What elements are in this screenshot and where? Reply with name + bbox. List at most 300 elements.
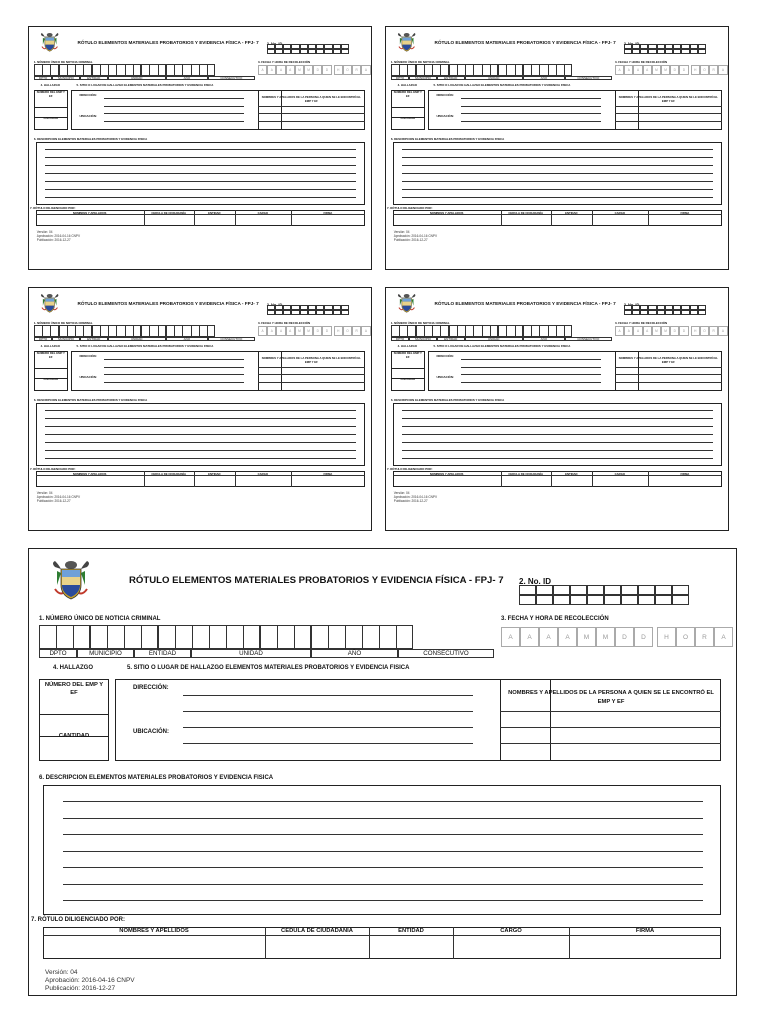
noticia-criminal-boxes[interactable] bbox=[498, 325, 523, 337]
id-input-boxes[interactable] bbox=[267, 44, 349, 54]
date-digit-box[interactable]: A bbox=[615, 326, 624, 336]
date-digit-box[interactable]: M bbox=[304, 65, 313, 75]
digit-box[interactable] bbox=[124, 625, 141, 649]
descripcion-line[interactable] bbox=[45, 189, 356, 190]
digit-box[interactable] bbox=[294, 625, 311, 649]
id-digit-box[interactable] bbox=[638, 585, 655, 595]
date-boxes[interactable] bbox=[501, 627, 653, 647]
digit-box[interactable] bbox=[191, 64, 199, 76]
id-digit-box[interactable] bbox=[308, 49, 316, 54]
descripcion-line[interactable] bbox=[402, 157, 713, 158]
digit-box[interactable] bbox=[556, 64, 564, 76]
persona-line-0[interactable] bbox=[258, 367, 365, 368]
date-digit-box[interactable]: M bbox=[652, 326, 661, 336]
id-digit-box[interactable] bbox=[275, 49, 283, 54]
digit-box[interactable] bbox=[277, 625, 294, 649]
noticia-criminal-boxes[interactable] bbox=[416, 325, 449, 337]
digit-box[interactable] bbox=[192, 625, 209, 649]
date-digit-box[interactable]: A bbox=[624, 326, 633, 336]
persona-line-2[interactable] bbox=[258, 382, 365, 383]
date-digit-box[interactable]: M bbox=[577, 627, 596, 647]
noticia-criminal-boxes[interactable] bbox=[449, 64, 498, 76]
id-digit-box[interactable] bbox=[690, 49, 698, 54]
direccion-field[interactable] bbox=[183, 695, 473, 696]
digit-box[interactable] bbox=[498, 325, 506, 337]
digit-box[interactable] bbox=[457, 325, 465, 337]
digit-box[interactable] bbox=[141, 625, 158, 649]
descripcion-line[interactable] bbox=[45, 450, 356, 451]
digit-box[interactable] bbox=[539, 325, 547, 337]
digit-box[interactable] bbox=[56, 625, 73, 649]
digit-box[interactable] bbox=[345, 625, 362, 649]
digit-box[interactable] bbox=[191, 325, 199, 337]
date-boxes[interactable] bbox=[258, 65, 332, 75]
persona-line-0[interactable] bbox=[500, 711, 721, 712]
id-digit-box[interactable] bbox=[536, 595, 553, 605]
ubicacion-field-2[interactable] bbox=[183, 743, 473, 744]
digit-box[interactable] bbox=[149, 64, 157, 76]
digit-box[interactable] bbox=[108, 325, 116, 337]
date-digit-box[interactable]: D bbox=[322, 326, 331, 336]
descripcion-line[interactable] bbox=[45, 197, 356, 198]
time-boxes[interactable] bbox=[334, 326, 371, 336]
date-digit-box[interactable]: A bbox=[258, 326, 267, 336]
time-digit-box[interactable]: O bbox=[700, 65, 709, 75]
digit-box[interactable] bbox=[182, 325, 190, 337]
digit-box[interactable] bbox=[457, 64, 465, 76]
id-digit-box[interactable] bbox=[570, 585, 587, 595]
id-digit-box[interactable] bbox=[519, 585, 536, 595]
descripcion-line[interactable] bbox=[402, 418, 713, 419]
digit-box[interactable] bbox=[523, 325, 531, 337]
digit-box[interactable] bbox=[174, 325, 182, 337]
direccion-field-2[interactable] bbox=[183, 711, 473, 712]
digit-box[interactable] bbox=[59, 325, 67, 337]
date-digit-box[interactable]: A bbox=[267, 65, 276, 75]
digit-box[interactable] bbox=[399, 64, 407, 76]
date-digit-box[interactable]: A bbox=[276, 65, 285, 75]
id-input-boxes[interactable] bbox=[624, 44, 706, 54]
time-digit-box[interactable]: H bbox=[691, 326, 700, 336]
ubicacion-field-2[interactable] bbox=[461, 121, 602, 122]
date-digit-box[interactable]: D bbox=[615, 627, 634, 647]
id-digit-box[interactable] bbox=[604, 595, 621, 605]
digit-box[interactable] bbox=[39, 625, 56, 649]
direccion-field-2[interactable] bbox=[461, 367, 602, 368]
id-digit-box[interactable] bbox=[536, 585, 553, 595]
ubicacion-field-2[interactable] bbox=[461, 382, 602, 383]
id-input-boxes[interactable] bbox=[267, 305, 349, 315]
digit-box[interactable] bbox=[564, 64, 572, 76]
id-digit-box[interactable] bbox=[698, 49, 706, 54]
noticia-criminal-boxes[interactable] bbox=[391, 325, 416, 337]
descripcion-line[interactable] bbox=[63, 851, 703, 852]
id-digit-box[interactable] bbox=[665, 310, 673, 315]
digit-box[interactable] bbox=[515, 64, 523, 76]
descripcion-line[interactable] bbox=[402, 165, 713, 166]
digit-box[interactable] bbox=[424, 64, 432, 76]
digit-box[interactable] bbox=[34, 325, 42, 337]
id-input-boxes[interactable] bbox=[624, 305, 706, 315]
ubicacion-field[interactable] bbox=[104, 374, 245, 375]
time-digit-box[interactable]: A bbox=[714, 627, 733, 647]
descripcion-line[interactable] bbox=[402, 197, 713, 198]
id-digit-box[interactable] bbox=[632, 310, 640, 315]
id-digit-box[interactable] bbox=[640, 49, 648, 54]
noticia-criminal-boxes[interactable] bbox=[260, 625, 311, 649]
date-digit-box[interactable]: A bbox=[286, 326, 295, 336]
digit-box[interactable] bbox=[490, 325, 498, 337]
noticia-criminal-boxes[interactable] bbox=[92, 325, 141, 337]
persona-line-2[interactable] bbox=[500, 743, 721, 744]
date-digit-box[interactable]: A bbox=[539, 627, 558, 647]
descripcion-line[interactable] bbox=[402, 149, 713, 150]
digit-box[interactable] bbox=[199, 64, 207, 76]
digit-box[interactable] bbox=[73, 625, 90, 649]
descripcion-line[interactable] bbox=[45, 165, 356, 166]
id-digit-box[interactable] bbox=[324, 310, 332, 315]
descripcion-line[interactable] bbox=[402, 434, 713, 435]
digit-box[interactable] bbox=[166, 325, 174, 337]
digit-box[interactable] bbox=[108, 64, 116, 76]
date-digit-box[interactable]: M bbox=[661, 326, 670, 336]
time-digit-box[interactable]: O bbox=[700, 326, 709, 336]
date-digit-box[interactable]: M bbox=[652, 65, 661, 75]
noticia-criminal-boxes[interactable] bbox=[166, 325, 215, 337]
persona-line-1[interactable] bbox=[258, 113, 365, 114]
time-digit-box[interactable]: R bbox=[709, 65, 718, 75]
digit-box[interactable] bbox=[548, 325, 556, 337]
descripcion-line[interactable] bbox=[63, 900, 703, 901]
time-boxes[interactable] bbox=[691, 65, 728, 75]
date-digit-box[interactable]: D bbox=[313, 326, 322, 336]
digit-box[interactable] bbox=[473, 325, 481, 337]
digit-box[interactable] bbox=[391, 64, 399, 76]
ubicacion-field-2[interactable] bbox=[104, 121, 245, 122]
digit-box[interactable] bbox=[379, 625, 396, 649]
id-digit-box[interactable] bbox=[324, 49, 332, 54]
digit-box[interactable] bbox=[107, 625, 124, 649]
noticia-criminal-boxes[interactable] bbox=[92, 64, 141, 76]
digit-box[interactable] bbox=[67, 64, 75, 76]
digit-box[interactable] bbox=[440, 325, 448, 337]
descripcion-line[interactable] bbox=[402, 181, 713, 182]
persona-line-1[interactable] bbox=[500, 727, 721, 728]
id-digit-box[interactable] bbox=[267, 49, 275, 54]
id-digit-box[interactable] bbox=[657, 49, 665, 54]
id-digit-box[interactable] bbox=[291, 49, 299, 54]
date-digit-box[interactable]: D bbox=[634, 627, 653, 647]
id-digit-box[interactable] bbox=[308, 310, 316, 315]
time-digit-box[interactable]: H bbox=[657, 627, 676, 647]
noticia-criminal-boxes[interactable] bbox=[39, 625, 90, 649]
id-digit-box[interactable] bbox=[648, 310, 656, 315]
digit-box[interactable] bbox=[399, 325, 407, 337]
id-digit-box[interactable] bbox=[655, 585, 672, 595]
date-digit-box[interactable]: D bbox=[679, 65, 688, 75]
digit-box[interactable] bbox=[34, 64, 42, 76]
date-digit-box[interactable]: D bbox=[322, 65, 331, 75]
digit-box[interactable] bbox=[498, 64, 506, 76]
digit-box[interactable] bbox=[42, 64, 50, 76]
direccion-field-2[interactable] bbox=[461, 106, 602, 107]
digit-box[interactable] bbox=[125, 325, 133, 337]
digit-box[interactable] bbox=[116, 325, 124, 337]
date-digit-box[interactable]: M bbox=[295, 65, 304, 75]
noticia-criminal-boxes[interactable] bbox=[311, 625, 413, 649]
digit-box[interactable] bbox=[243, 625, 260, 649]
id-digit-box[interactable] bbox=[681, 49, 689, 54]
id-digit-box[interactable] bbox=[673, 49, 681, 54]
digit-box[interactable] bbox=[83, 325, 91, 337]
digit-box[interactable] bbox=[539, 64, 547, 76]
digit-box[interactable] bbox=[50, 325, 58, 337]
id-digit-box[interactable] bbox=[570, 595, 587, 605]
id-digit-box[interactable] bbox=[267, 310, 275, 315]
noticia-criminal-boxes[interactable] bbox=[523, 64, 572, 76]
digit-box[interactable] bbox=[407, 64, 415, 76]
date-digit-box[interactable]: A bbox=[286, 65, 295, 75]
digit-box[interactable] bbox=[116, 64, 124, 76]
noticia-criminal-boxes[interactable] bbox=[34, 64, 59, 76]
id-digit-box[interactable] bbox=[621, 585, 638, 595]
digit-box[interactable] bbox=[158, 325, 166, 337]
digit-box[interactable] bbox=[416, 325, 424, 337]
noticia-criminal-boxes[interactable] bbox=[449, 325, 498, 337]
date-digit-box[interactable]: A bbox=[520, 627, 539, 647]
time-digit-box[interactable]: O bbox=[343, 65, 352, 75]
date-boxes[interactable] bbox=[615, 65, 689, 75]
digit-box[interactable] bbox=[473, 64, 481, 76]
descripcion-line[interactable] bbox=[63, 867, 703, 868]
id-digit-box[interactable] bbox=[624, 310, 632, 315]
digit-box[interactable] bbox=[482, 325, 490, 337]
date-digit-box[interactable]: A bbox=[267, 326, 276, 336]
digit-box[interactable] bbox=[523, 64, 531, 76]
time-digit-box[interactable]: H bbox=[334, 65, 343, 75]
id-digit-box[interactable] bbox=[690, 310, 698, 315]
descripcion-line[interactable] bbox=[63, 818, 703, 819]
persona-line-0[interactable] bbox=[615, 106, 722, 107]
noticia-criminal-boxes[interactable] bbox=[498, 64, 523, 76]
time-digit-box[interactable]: O bbox=[676, 627, 695, 647]
direccion-field-2[interactable] bbox=[104, 367, 245, 368]
id-digit-box[interactable] bbox=[672, 585, 689, 595]
id-digit-box[interactable] bbox=[341, 49, 349, 54]
ubicacion-field[interactable] bbox=[104, 113, 245, 114]
id-digit-box[interactable] bbox=[640, 310, 648, 315]
persona-line-1[interactable] bbox=[615, 113, 722, 114]
id-digit-box[interactable] bbox=[316, 49, 324, 54]
time-digit-box[interactable]: A bbox=[718, 65, 727, 75]
digit-box[interactable] bbox=[209, 625, 226, 649]
id-digit-box[interactable] bbox=[553, 585, 570, 595]
digit-box[interactable] bbox=[90, 625, 107, 649]
digit-box[interactable] bbox=[482, 64, 490, 76]
noticia-criminal-boxes[interactable] bbox=[34, 325, 59, 337]
digit-box[interactable] bbox=[141, 325, 149, 337]
digit-box[interactable] bbox=[207, 64, 215, 76]
descripcion-line[interactable] bbox=[45, 442, 356, 443]
noticia-criminal-boxes[interactable] bbox=[158, 625, 260, 649]
digit-box[interactable] bbox=[449, 325, 457, 337]
digit-box[interactable] bbox=[548, 64, 556, 76]
id-digit-box[interactable] bbox=[665, 49, 673, 54]
digit-box[interactable] bbox=[166, 64, 174, 76]
time-digit-box[interactable]: R bbox=[695, 627, 714, 647]
digit-box[interactable] bbox=[531, 64, 539, 76]
digit-box[interactable] bbox=[125, 64, 133, 76]
direccion-field[interactable] bbox=[104, 359, 245, 360]
id-digit-box[interactable] bbox=[587, 595, 604, 605]
id-digit-box[interactable] bbox=[673, 310, 681, 315]
date-digit-box[interactable]: A bbox=[276, 326, 285, 336]
time-digit-box[interactable]: O bbox=[343, 326, 352, 336]
digit-box[interactable] bbox=[506, 325, 514, 337]
digit-box[interactable] bbox=[100, 325, 108, 337]
id-digit-box[interactable] bbox=[553, 595, 570, 605]
descripcion-line[interactable] bbox=[45, 418, 356, 419]
descripcion-line[interactable] bbox=[63, 801, 703, 802]
digit-box[interactable] bbox=[182, 64, 190, 76]
id-digit-box[interactable] bbox=[291, 310, 299, 315]
time-digit-box[interactable]: R bbox=[709, 326, 718, 336]
descripcion-line[interactable] bbox=[45, 149, 356, 150]
digit-box[interactable] bbox=[83, 64, 91, 76]
id-digit-box[interactable] bbox=[655, 595, 672, 605]
noticia-criminal-boxes[interactable] bbox=[141, 325, 166, 337]
noticia-criminal-boxes[interactable] bbox=[90, 625, 158, 649]
digit-box[interactable] bbox=[100, 64, 108, 76]
digit-box[interactable] bbox=[396, 625, 413, 649]
noticia-criminal-boxes[interactable] bbox=[141, 64, 166, 76]
date-boxes[interactable] bbox=[258, 326, 332, 336]
digit-box[interactable] bbox=[311, 625, 328, 649]
id-digit-box[interactable] bbox=[275, 310, 283, 315]
digit-box[interactable] bbox=[432, 325, 440, 337]
date-digit-box[interactable]: A bbox=[643, 326, 652, 336]
descripcion-line[interactable] bbox=[45, 410, 356, 411]
digit-box[interactable] bbox=[328, 625, 345, 649]
id-digit-box[interactable] bbox=[300, 310, 308, 315]
digit-box[interactable] bbox=[92, 64, 100, 76]
id-digit-box[interactable] bbox=[519, 595, 536, 605]
persona-line-2[interactable] bbox=[615, 121, 722, 122]
time-boxes[interactable] bbox=[334, 65, 371, 75]
id-digit-box[interactable] bbox=[698, 310, 706, 315]
digit-box[interactable] bbox=[465, 325, 473, 337]
digit-box[interactable] bbox=[260, 625, 277, 649]
date-digit-box[interactable]: A bbox=[624, 65, 633, 75]
date-digit-box[interactable]: A bbox=[558, 627, 577, 647]
digit-box[interactable] bbox=[449, 64, 457, 76]
digit-box[interactable] bbox=[465, 64, 473, 76]
direccion-field[interactable] bbox=[461, 98, 602, 99]
id-digit-box[interactable] bbox=[300, 49, 308, 54]
digit-box[interactable] bbox=[564, 325, 572, 337]
digit-box[interactable] bbox=[490, 64, 498, 76]
time-boxes[interactable] bbox=[657, 627, 733, 647]
id-digit-box[interactable] bbox=[672, 595, 689, 605]
time-boxes[interactable] bbox=[691, 326, 728, 336]
id-digit-box[interactable] bbox=[333, 49, 341, 54]
date-digit-box[interactable]: M bbox=[661, 65, 670, 75]
date-digit-box[interactable]: M bbox=[304, 326, 313, 336]
descripcion-line[interactable] bbox=[45, 181, 356, 182]
digit-box[interactable] bbox=[175, 625, 192, 649]
time-digit-box[interactable]: A bbox=[718, 326, 727, 336]
id-digit-box[interactable] bbox=[621, 595, 638, 605]
time-digit-box[interactable]: H bbox=[334, 326, 343, 336]
digit-box[interactable] bbox=[424, 325, 432, 337]
time-digit-box[interactable]: R bbox=[352, 65, 361, 75]
digit-box[interactable] bbox=[556, 325, 564, 337]
direccion-field[interactable] bbox=[104, 98, 245, 99]
time-digit-box[interactable]: A bbox=[361, 65, 370, 75]
descripcion-line[interactable] bbox=[402, 410, 713, 411]
descripcion-line[interactable] bbox=[63, 884, 703, 885]
digit-box[interactable] bbox=[75, 325, 83, 337]
id-digit-box[interactable] bbox=[657, 310, 665, 315]
digit-box[interactable] bbox=[158, 64, 166, 76]
id-digit-box[interactable] bbox=[604, 585, 621, 595]
noticia-criminal-boxes[interactable] bbox=[416, 64, 449, 76]
date-digit-box[interactable]: D bbox=[670, 326, 679, 336]
noticia-criminal-boxes[interactable] bbox=[59, 64, 92, 76]
id-digit-box[interactable] bbox=[341, 310, 349, 315]
digit-box[interactable] bbox=[59, 64, 67, 76]
descripcion-line[interactable] bbox=[402, 450, 713, 451]
persona-line-1[interactable] bbox=[258, 374, 365, 375]
noticia-criminal-boxes[interactable] bbox=[59, 325, 92, 337]
date-digit-box[interactable]: A bbox=[643, 65, 652, 75]
digit-box[interactable] bbox=[440, 64, 448, 76]
digit-box[interactable] bbox=[416, 64, 424, 76]
id-input-boxes[interactable] bbox=[519, 585, 689, 605]
descripcion-line[interactable] bbox=[45, 458, 356, 459]
descripcion-line[interactable] bbox=[45, 426, 356, 427]
id-digit-box[interactable] bbox=[587, 585, 604, 595]
persona-line-2[interactable] bbox=[258, 121, 365, 122]
id-digit-box[interactable] bbox=[624, 49, 632, 54]
descripcion-line[interactable] bbox=[45, 173, 356, 174]
noticia-criminal-boxes[interactable] bbox=[166, 64, 215, 76]
descripcion-line[interactable] bbox=[402, 189, 713, 190]
id-digit-box[interactable] bbox=[632, 49, 640, 54]
digit-box[interactable] bbox=[362, 625, 379, 649]
digit-box[interactable] bbox=[149, 325, 157, 337]
digit-box[interactable] bbox=[207, 325, 215, 337]
digit-box[interactable] bbox=[92, 325, 100, 337]
direccion-field[interactable] bbox=[461, 359, 602, 360]
digit-box[interactable] bbox=[432, 64, 440, 76]
persona-line-2[interactable] bbox=[615, 382, 722, 383]
date-digit-box[interactable]: A bbox=[633, 65, 642, 75]
digit-box[interactable] bbox=[67, 325, 75, 337]
persona-line-1[interactable] bbox=[615, 374, 722, 375]
ubicacion-field[interactable] bbox=[183, 727, 473, 728]
date-digit-box[interactable]: A bbox=[633, 326, 642, 336]
digit-box[interactable] bbox=[226, 625, 243, 649]
digit-box[interactable] bbox=[75, 64, 83, 76]
digit-box[interactable] bbox=[407, 325, 415, 337]
direccion-field-2[interactable] bbox=[104, 106, 245, 107]
digit-box[interactable] bbox=[50, 64, 58, 76]
date-digit-box[interactable]: M bbox=[596, 627, 615, 647]
descripcion-line[interactable] bbox=[63, 834, 703, 835]
id-digit-box[interactable] bbox=[681, 310, 689, 315]
time-digit-box[interactable]: R bbox=[352, 326, 361, 336]
